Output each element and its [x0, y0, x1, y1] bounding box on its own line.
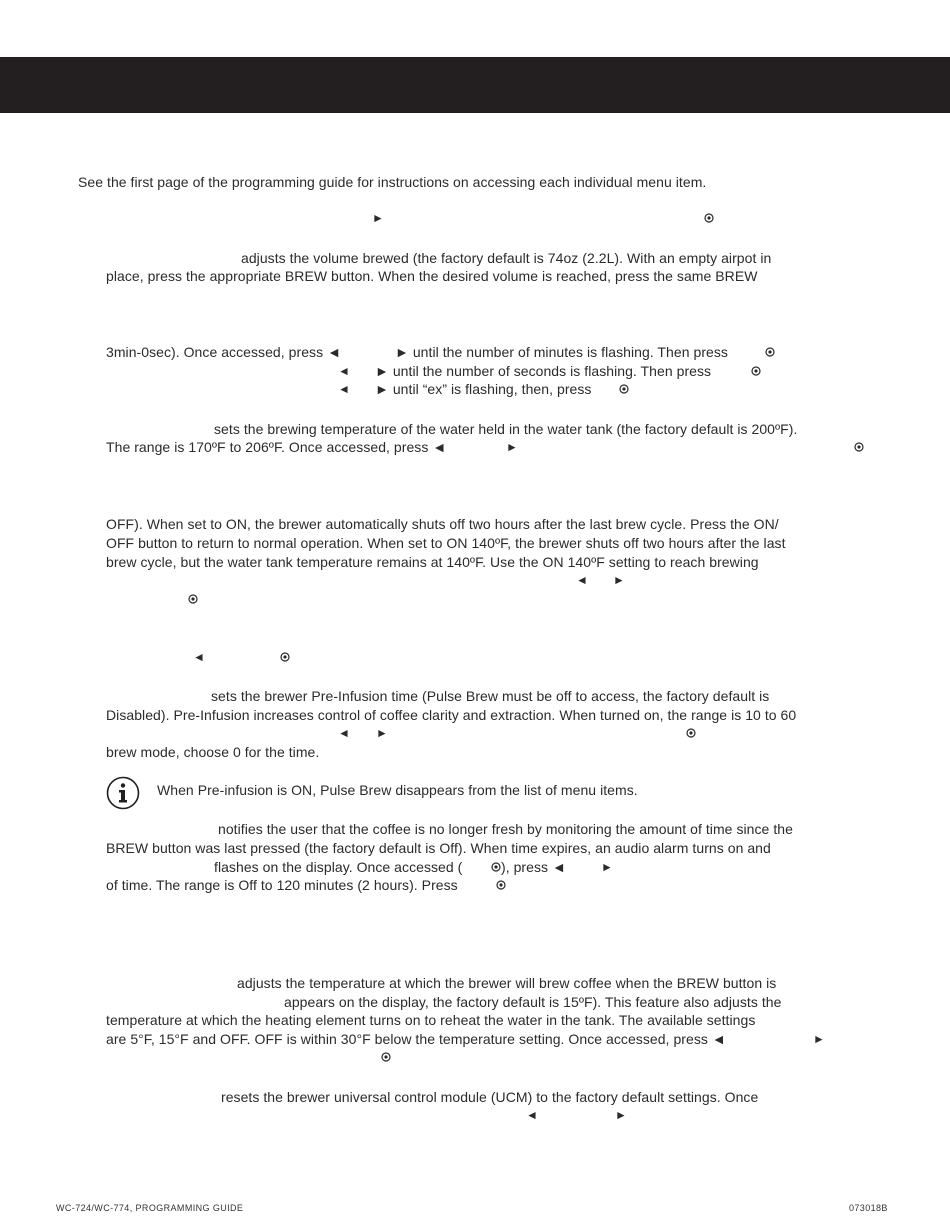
select-icon [765, 343, 775, 361]
time-line-2: ► until the number of seconds is flashing. Then press [375, 363, 712, 379]
left-arrow-glyph: ◄ [526, 1108, 538, 1122]
right-arrow-glyph: ► [615, 1108, 627, 1122]
right-arrow-glyph: ► [506, 440, 518, 454]
left-arrow-glyph: ◄ [338, 364, 350, 378]
fresh-line-3a: flashes on the display. Once accessed ( [214, 859, 463, 875]
time-line-1: 3min-0sec). Once accessed, press ◄ [106, 344, 341, 360]
info-icon [106, 776, 140, 810]
select-icon [496, 876, 506, 894]
select-icon [854, 438, 864, 456]
fresh-line-4: of time. The range is Off to 120 minutes (2 hours). Press [106, 877, 458, 893]
volume-line-2: place, press the appropriate BREW button. When the desired volume is reached, press the same BREW [106, 268, 758, 284]
select-icon [188, 590, 198, 608]
footer-left: WC-724/WC-774, PROGRAMMING GUIDE [56, 1203, 244, 1213]
auto-line-1: OFF). When set to ON, the brewer automatically shuts off two hours after the last brew cycle. Press the ON/ [106, 516, 779, 532]
ready-line-4: are 5°F, 15°F and OFF. OFF is within 30°F below the temperature setting. Once accessed, press ◄ [106, 1031, 726, 1047]
left-arrow-glyph: ◄ [338, 382, 350, 396]
header-bar [0, 57, 950, 113]
auto-line-2: OFF button to return to normal operation. When set to ON 140ºF, the brewer shuts off two hours after the last [106, 535, 786, 551]
ready-line-1: adjusts the temperature at which the brewer will brew coffee when the BREW button is [237, 975, 777, 991]
pre-line-4: brew mode, choose 0 for the time. [106, 744, 320, 760]
ready-line-2: appears on the display, the factory default is 15ºF). This feature also adjusts the [284, 994, 782, 1010]
temp-line-1: sets the brewing temperature of the water held in the water tank (the factory default is 200ºF). [214, 421, 798, 437]
left-arrow-glyph: ◄ [193, 650, 205, 664]
right-arrow-glyph: ► [813, 1032, 825, 1046]
pre-line-2: Disabled). Pre-Infusion increases control of coffee clarity and extraction. When turned on, the range is 10 to 60 [106, 707, 797, 723]
volume-line-1: adjusts the volume brewed (the factory default is 74oz (2.2L). With an empty airpot in [241, 250, 772, 266]
select-icon [704, 209, 714, 227]
ready-line-3: temperature at which the heating element turns on to reheat the water in the tank. The available settings [106, 1012, 756, 1028]
left-arrow-glyph: ◄ [576, 573, 588, 587]
auto-line-3: brew cycle, but the water tank temperature remains at 140ºF. Use the ON 140ºF setting to reach brewing [106, 554, 759, 570]
right-arrow-glyph: ► [613, 573, 625, 587]
temp-line-2: The range is 170ºF to 206ºF. Once accessed, press ◄ [106, 439, 447, 455]
select-icon [491, 858, 501, 876]
right-arrow-glyph: ► [372, 211, 384, 225]
reset-line-1: resets the brewer universal control module (UCM) to the factory default settings. Once [221, 1089, 759, 1105]
pre-line-1: sets the brewer Pre-Infusion time (Pulse Brew must be off to access, the factory default is [211, 688, 770, 704]
fresh-line-3b: ), press ◄ [501, 859, 566, 875]
select-icon [619, 380, 629, 398]
note-text: When Pre-infusion is ON, Pulse Brew disappears from the list of menu items. [157, 782, 638, 798]
fresh-line-1: notifies the user that the coffee is no longer fresh by monitoring the amount of time since the [218, 821, 793, 837]
fresh-line-2: BREW button was last pressed (the factory default is Off). When time expires, an audio alarm turns on and [106, 840, 771, 856]
time-line-1b: ► until the number of minutes is flashing. Then press [395, 344, 728, 360]
footer-right: 073018B [849, 1203, 888, 1213]
right-arrow-glyph: ► [601, 860, 613, 874]
right-arrow-glyph: ► [376, 726, 388, 740]
left-arrow-glyph: ◄ [338, 726, 350, 740]
select-icon [686, 724, 696, 742]
intro-text: See the first page of the programming guide for instructions on accessing each individual menu item. [78, 174, 707, 190]
select-icon [280, 648, 290, 666]
select-icon [751, 362, 761, 380]
select-icon [381, 1048, 391, 1066]
time-line-3: ► until “ex” is flashing, then, press [375, 381, 592, 397]
